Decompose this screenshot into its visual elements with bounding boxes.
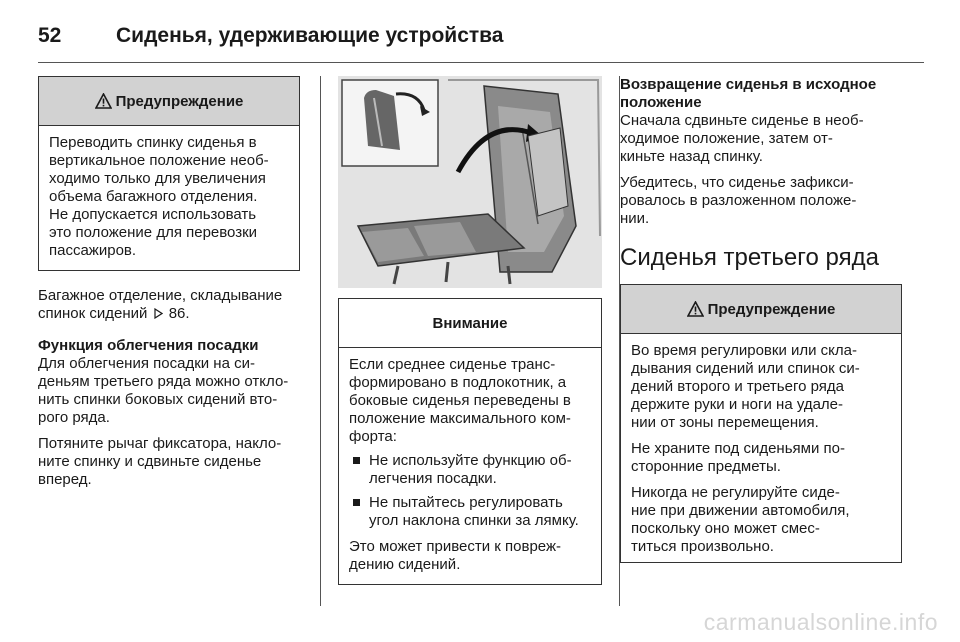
warning-triangle-icon [687,301,704,317]
warning-title: Предупреждение [115,92,244,110]
bullet-square-icon [353,457,360,464]
paragraph-line: Потяните рычаг фиксатора, накло- [38,435,282,452]
warning-body [39,126,299,270]
paragraph-line: Убедитесь, что сиденье зафикси- [620,174,854,191]
notice-body [339,348,601,584]
paragraph-line: рого ряда. [38,409,110,426]
paragraph-line: нии. [620,210,650,227]
warning-line: ходимо только для увеличения [49,170,266,187]
bullet-item [349,494,591,530]
warning-line: Переводить спинку сиденья в [49,134,257,151]
warning-line: это положение для перевозки [49,224,258,241]
warning-line: нии от зоны перемещения. [631,414,819,431]
bullet-square-icon [353,499,360,506]
seat-drawing [338,76,602,288]
warning-line: дывания сидений или спинок си- [631,360,860,377]
warning-line: вертикальное положение необ- [49,152,269,169]
warning-triangle-icon [95,93,112,109]
paragraph-line: вперед. [38,471,92,488]
notice-line: положение максимального ком- [349,410,571,427]
paragraph-line: ходимое положение, затем от- [620,130,833,147]
notice-box [338,298,602,585]
watermark: carmanualsonline.info [703,609,938,635]
paragraph-line: ните спинку и сдвиньте сиденье [38,453,262,470]
page-header [38,14,924,62]
cross-reference-link[interactable]: 86. [168,305,190,322]
paragraph-line: киньте назад спинку. [620,148,763,165]
page-number: 52 [38,24,62,47]
page-arrow-icon [154,308,163,319]
warning-box [38,76,300,271]
cross-reference-text: Багажное отделение, складывание спинок сидений [38,287,283,322]
warning-line: ние при движении автомобиля, [631,502,850,519]
column-left [38,76,300,489]
warning-line: держите руки и ноги на удале- [631,396,844,413]
cross-reference [38,287,300,323]
subheading-easy-entry: Функция облегчения посадки [38,337,259,354]
warning-header [621,285,901,334]
subheading-return-seat-line2: положение [620,94,702,111]
warning-line: Никогда не регулируйте сиде- [631,484,840,501]
notice-header [339,299,601,348]
warning-line: сторонние предметы. [631,458,781,475]
warning-title: Предупреждение [707,300,836,318]
warning-line: Во время регулировки или скла- [631,342,857,359]
header-divider [38,62,924,63]
warning-header [39,77,299,126]
section-title: Сиденья третьего ряда [620,244,879,271]
warning-line: объема багажного отделения. [49,188,258,205]
paragraph-line: Для облегчения посадки на си- [38,355,255,372]
warning-line: титься произвольно. [631,538,774,555]
notice-line: Это может привести к повреж- [349,538,562,555]
subheading-return-seat: Возвращение сиденья в исходное [620,76,877,93]
warning-line: пассажиров. [49,242,137,259]
column-right [620,76,902,563]
warning-body [621,334,901,562]
notice-title: Внимание [432,314,508,332]
bullet-text: Не пытайтесь регулировать угол наклона спинки за лямку. [369,494,579,529]
notice-line: форта: [349,428,397,445]
notice-line: дению сидений. [349,556,461,573]
paragraph-line: ровалось в разложенном положе- [620,192,857,209]
column-middle [338,76,602,585]
bullet-text: Не используйте функцию об- легчения посадки. [369,452,572,487]
warning-line: Не допускается использовать [49,206,257,223]
seat-illustration [338,76,602,288]
paragraph-line: деньям третьего ряда можно откло- [38,373,289,390]
paragraph-line: нить спинки боковых сидений вто- [38,391,278,408]
warning-line: дений второго и третьего ряда [631,378,844,395]
notice-line: боковые сиденья переведены в [349,392,571,409]
column-divider-left [320,76,321,606]
warning-line: Не храните под сиденьями по- [631,440,845,457]
paragraph-line: Сначала сдвиньте сиденье в необ- [620,112,864,129]
bullet-item [349,452,591,488]
warning-box-third-row [620,284,902,563]
page-title: Сиденья, удерживающие устройства [116,24,504,47]
warning-line: поскольку оно может смес- [631,520,820,537]
notice-line: формировано в подлокотник, а [349,374,567,391]
notice-line: Если среднее сиденье транс- [349,356,556,373]
